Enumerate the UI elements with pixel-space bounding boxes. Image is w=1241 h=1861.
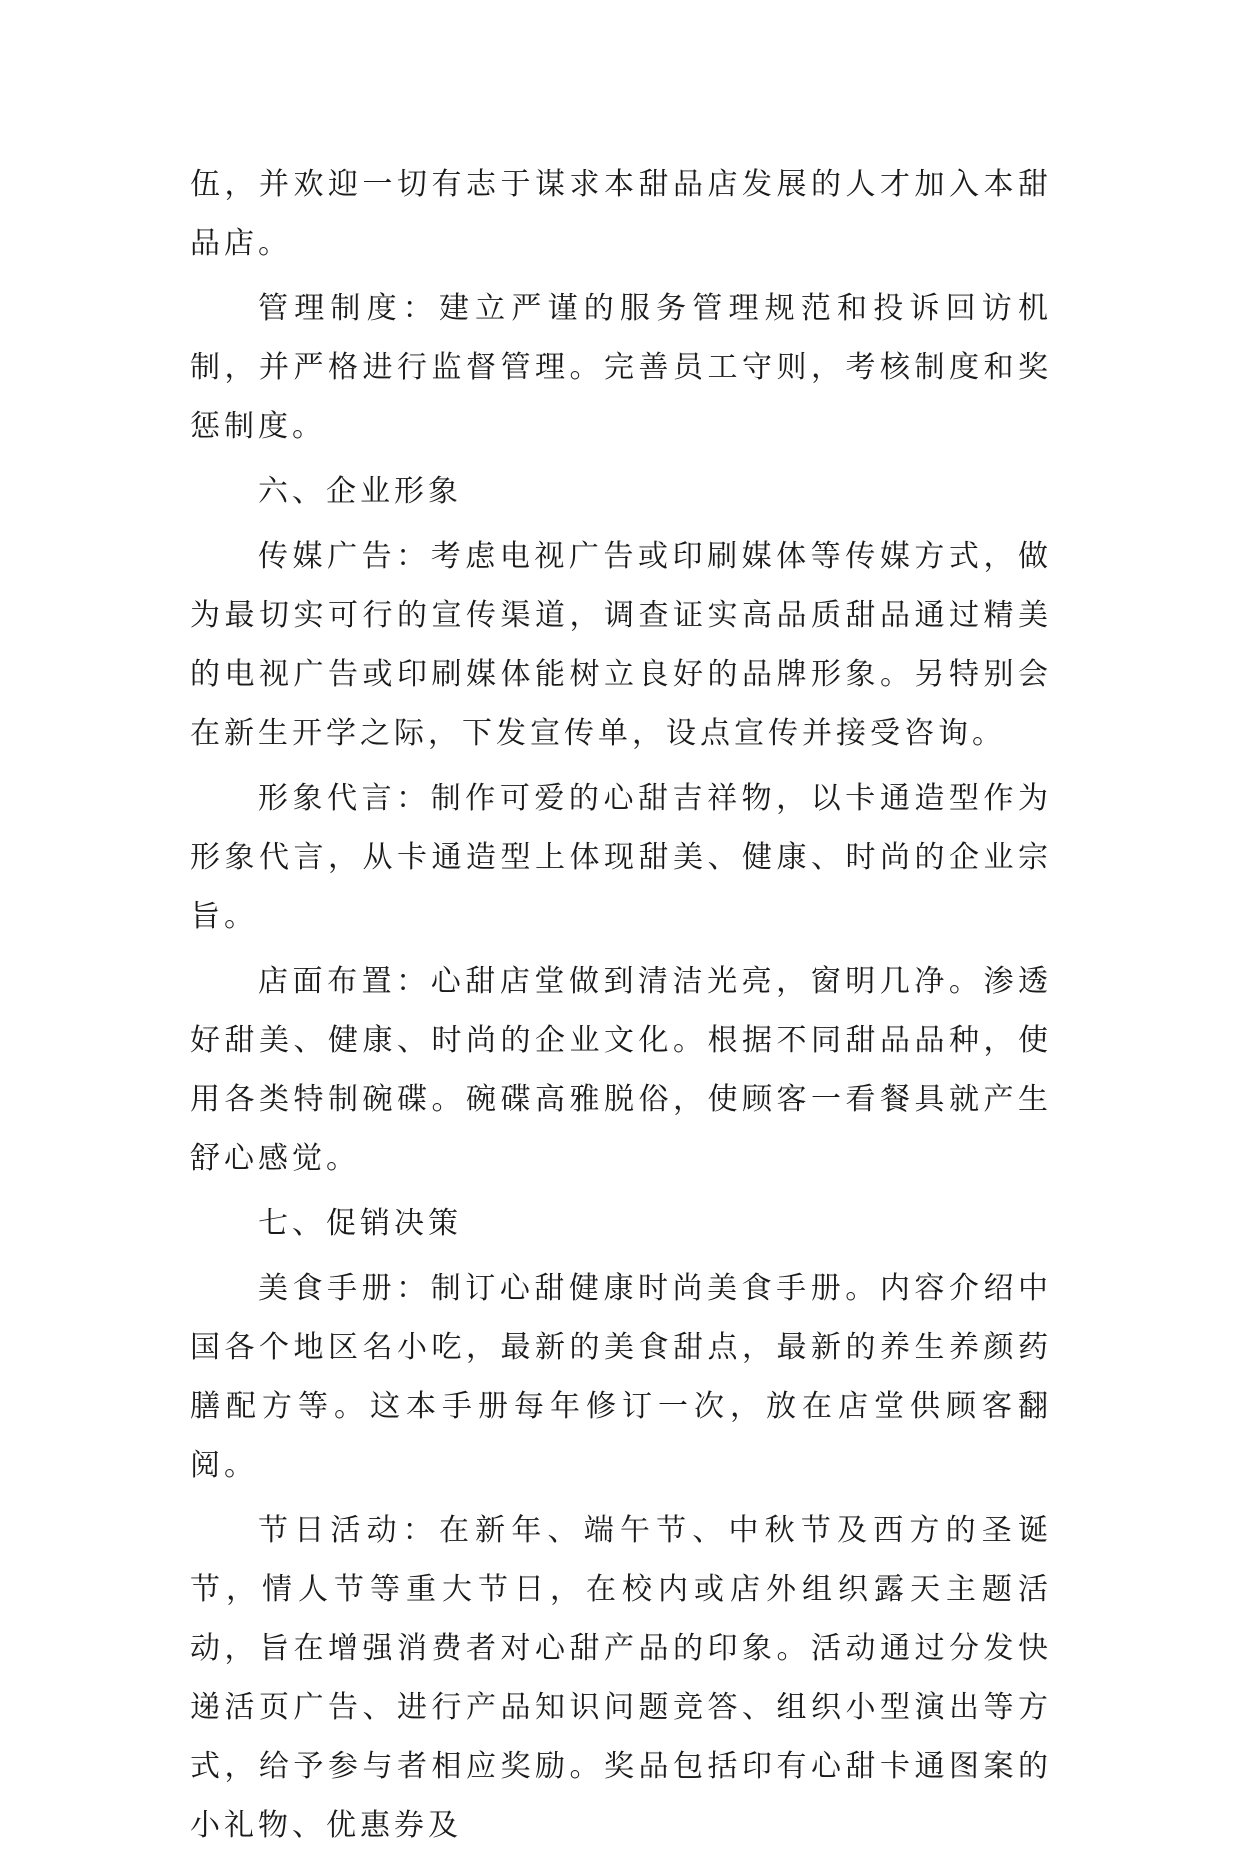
section-heading-promotion: 七、促销决策 [258, 1206, 462, 1241]
document-body [190, 155, 1052, 1861]
paragraph-store-layout: 店面布置：心甜店堂做到清洁光亮，窗明几净。渗透好甜美、健康、时尚的企业文化。根据不同甜品品种，使用各类特制碗碟。碗碟高雅脱俗，使顾客一看餐具就产生舒心感觉。 [190, 964, 1052, 1176]
paragraph-holiday-events: 节日活动：在新年、端午节、中秋节及西方的圣诞节，情人节等重大节日，在校内或店外组织露天主题活动，旨在增强消费者对心甜产品的印象。活动通过分发快递活页广告、进行产品知识问题竞答、组织小型演出等方式，给予参与者相应奖励。奖品包括印有心甜卡通图案的小礼物、优惠券及 [190, 1513, 1052, 1843]
paragraph-media-advertising: 传媒广告：考虑电视广告或印刷媒体等传媒方式，做为最切实可行的宣传渠道，调查证实高品质甜品通过精美的电视广告或印刷媒体能树立良好的品牌形象。另特别会在新生开学之际，下发宣传单，设点宣传并接受咨询。 [190, 539, 1052, 751]
paragraph-management-system: 管理制度：建立严谨的服务管理规范和投诉回访机制，并严格进行监督管理。完善员工守则，考核制度和奖惩制度。 [190, 291, 1052, 444]
paragraph-image-spokesperson: 形象代言：制作可爱的心甜吉祥物，以卡通造型作为形象代言，从卡通造型上体现甜美、健康、时尚的企业宗旨。 [190, 781, 1052, 934]
paragraph-continuation: 伍，并欢迎一切有志于谋求本甜品店发展的人才加入本甜品店。 [190, 167, 1052, 261]
paragraph-food-handbook: 美食手册：制订心甜健康时尚美食手册。内容介绍中国各个地区名小吃，最新的美食甜点，最新的养生养颜药膳配方等。这本手册每年修订一次，放在店堂供顾客翻阅。 [190, 1271, 1052, 1483]
section-heading-corporate-image: 六、企业形象 [258, 474, 462, 509]
